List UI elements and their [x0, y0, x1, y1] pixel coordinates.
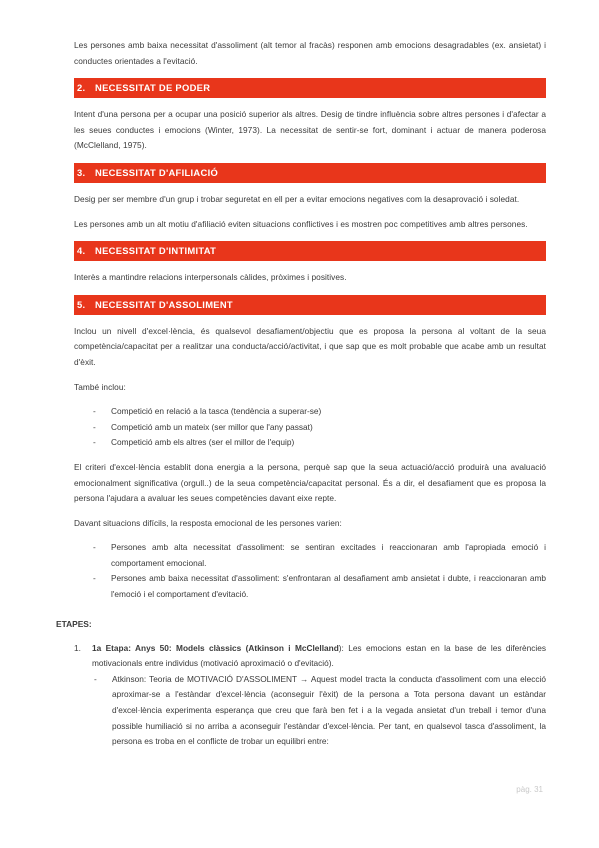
intro-paragraph: Les persones amb baixa necessitat d'assoliment (alt temor al fracàs) responen amb emocions desagradables (ex. ansietat) i conductes orientades a l'evitació. [74, 40, 546, 66]
section-paragraph: Inclou un nivell d'excel·lència, és qualsevol desafiament/objectiu que es proposa la persona al voltant de la seua competència/capacitat per a realitzar una conducta/acció/activitat, i que sap que es molt probable que acabe amb un resultat d'èxit. [74, 325, 546, 367]
page-content [56, 38, 546, 750]
list-item: - Competició amb els altres (ser el millor de l'equip) [74, 435, 546, 451]
bullet: - [93, 573, 96, 584]
section-paragraph: Intent d'una persona per a ocupar una posició superior als altres. Desig de tindre influència sobre altres persones i d'afectar a les seues conductes i emocions (Winter, 1973). La necessitat de sentir-se fort, dominant i actuar de manera poderosa (McClelland, 1975). [74, 109, 546, 151]
section-paragraph: Desig per ser membre d'un grup i trobar seguretat en ell per a evitar emocions negatives com la desaprovació i soledat. [74, 193, 520, 204]
bullet: - [93, 421, 96, 432]
section-heading-assoliment [74, 295, 546, 315]
list-item: - Persones amb baixa necessitat d'assoliment: s'enfrontaran al desafiament amb ansietat i dubte, i reaccionaran amb l'emoció i el comportament d'evitació. [93, 573, 546, 600]
bullet: - [94, 673, 97, 684]
section-heading-intimitat [74, 241, 546, 261]
section-heading-afiliacio [74, 163, 546, 183]
list-item: - Atkinson: Teoria de MOTIVACIÓ D'ASSOLIMENT → Aquest model tracta la conducta d'assoliment com una elecció aproximar-se a l'estàndar d'excel·lència (aconseguir l'èxit) de la persona a Tota persona davant un estàndar d'excel·lència experimenta esperança que creu que farà ben fet i a la vegada ansietat d'un treball i temor d'una possible humiliació si no arriba a aconseguir l'estàndar d'excel·lència. Per tant, en qualsevol tasca d'assoliment, la persona es troba en el conflicte de trobar un equilibri entre: [94, 673, 546, 747]
section-paragraph: Interès a mantindre relacions interpersonals càlides, pròximes i positives. [74, 272, 347, 283]
list-item: - Persones amb alta necessitat d'assoliment: se sentiran excitades i reaccionaran amb l'apropiada emoció i comportament emocional. [93, 542, 546, 568]
etapes-label: ETAPES: [56, 618, 92, 629]
section-title: NECESSITAT DE PODER [95, 82, 211, 94]
section-heading-poder [74, 78, 546, 98]
section-title: NECESSITAT D'INTIMITAT [95, 245, 217, 257]
difficult-situations-intro: Davant situacions difícils, la resposta emocional de les persones varien: [74, 517, 342, 528]
stage-sublist [92, 672, 546, 750]
bullet: - [93, 437, 96, 448]
stage-text: ): Les emocions estan en la base de les diferències motivacionals entre individus (motivació aproximació o d'evitació). [92, 642, 546, 669]
section-number: 4. [77, 245, 86, 257]
stage-item [74, 641, 546, 750]
also-includes-list [74, 404, 546, 451]
page-number: pàg. 31 [516, 785, 543, 794]
criterion-paragraph: El criteri d'excel·lència establit dona energia a la persona, perquè sap que la seua actuació/acció produirà una avaluació emocionalment significativa (orgull..) de la seua competència/capacitat personal. És a dir, el desafiament que es proposa la persona l'ajudara a avaluar les seues competències davant eixe repte. [74, 461, 546, 504]
stage-title: 1a Etapa: Anys 50: Models clàssics (Atkinson i McClelland [92, 642, 339, 653]
bullet: - [93, 542, 96, 553]
section-paragraph: També inclou: [74, 381, 126, 392]
section-title: NECESSITAT D'ASSOLIMENT [95, 298, 233, 310]
list-item: - Competició en relació a la tasca (tendència a superar-se) [74, 404, 546, 420]
section-number: 2. [77, 82, 86, 94]
section-number: 3. [77, 166, 86, 178]
difficult-situations-list [74, 540, 546, 602]
bullet: - [93, 406, 96, 417]
list-item: - Competició amb un mateix (ser millor que l'any passat) [74, 420, 546, 436]
stages-list [74, 641, 546, 750]
section-title: NECESSITAT D'AFILIACIÓ [95, 166, 219, 178]
section-paragraph: Les persones amb un alt motiu d'afiliació eviten situacions conflictives i es mostren poc competitives amb altres persones. [74, 218, 528, 229]
section-number: 5. [77, 298, 86, 310]
stage-number: 1. [74, 642, 81, 653]
